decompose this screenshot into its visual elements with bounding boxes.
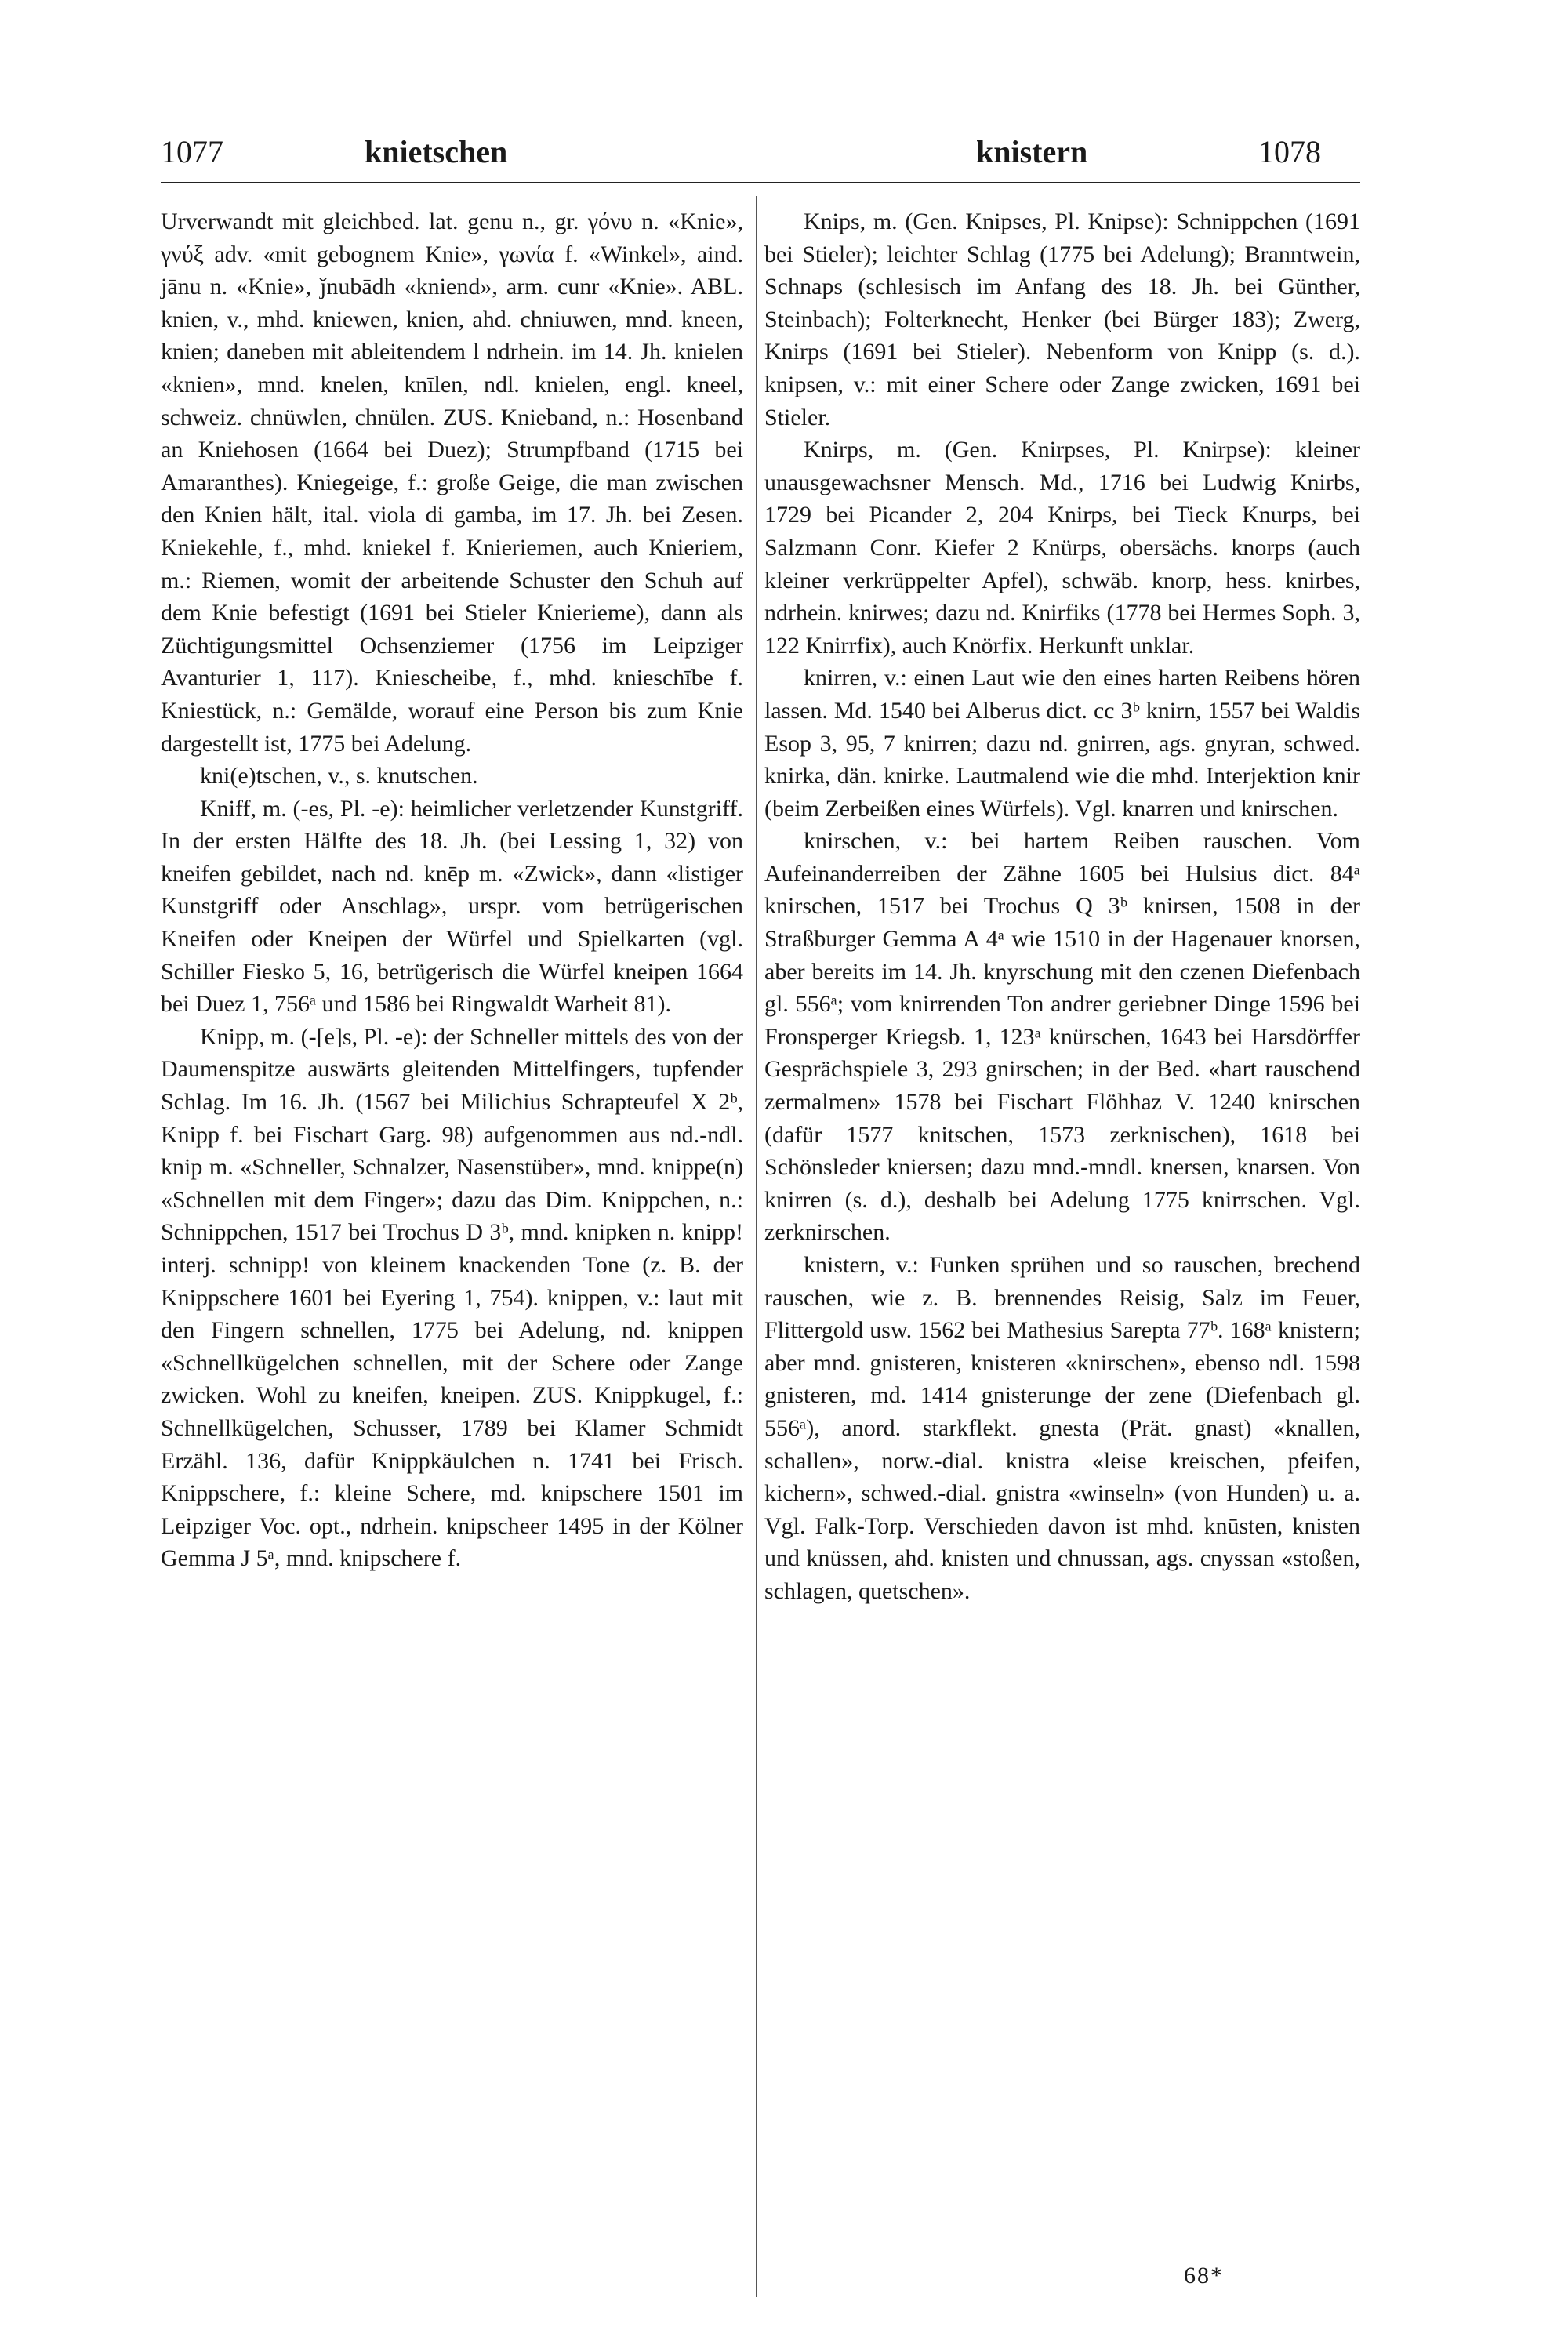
entry-knirschen: knirschen, v.: bei hartem Reiben rauschen. Vom Aufeinanderreiben der Zähne 1605 bei Hulsius dict. 84ᵃ knirschen, 1517 bei Trochus Q 3ᵇ knirsen, 1508 in der Straßburger Gemma A 4ᵃ wie 1510 in der Hagenauer knorsen, aber bereits im 14. Jh. knyrschung mit den czenen Diefenbach gl. 556ᵃ; vom knirrenden Ton andrer geriebner Dinge 1596 bei Fronsperger Kriegsb. 1, 123ᵃ knürschen, 1643 bei Harsdörffer Gesprächspiele 3, 293 gnirschen; in der Bed. «hart rauschend zermalmen» 1578 bei Fischart Flöhhaz V. 1240 knirschen (dafür 1577 knitschen, 1573 zerknischen), 1618 bei Schönsleder kniersen; dazu mnd.-mndl. knersen, knarsen. Von knirren (s. d.), deshalb bei Adelung 1775 knirrschen. Vgl. zerknirschen. [764,828,1360,1246]
left-page-number: 1077 [161,134,223,169]
right-column [764,205,1360,1608]
right-running-headword: knistern [976,134,1088,169]
entry-knirren: knirren, v.: einen Laut wie den eines harten Reibens hören lassen. Md. 1540 bei Alberus dict. cc 3ᵇ knirn, 1557 bei Waldis Esop 3, 95, 7 knirren; dazu nd. gnirren, ags. gnyran, schwed. knirka, dän. knirke. Lautmalend wie die mhd. Interjektion knir (beim Zerbeißen eines Würfels). Vgl. knarren und knirschen. [764,665,1360,822]
column-divider [756,196,757,2297]
entry-kniff: Kniff, m. (-es, Pl. -e): heimlicher verletzender Kunstgriff. In der ersten Hälfte des 18. Jh. (bei Lessing 1, 32) von kneifen gebildet, nach nd. knēp m. «Zwick», dann «listiger Kunstgriff oder Anschlag», urspr. vom betrügerischen Kneifen oder Kneipen der Würfel und Spielkarten (vgl. Schiller Fiesko 5, 16, betrügerisch die Würfel kneipen 1664 bei Duez 1, 756ᵃ und 1586 bei Ringwaldt Warheit 81). [161,795,743,1018]
entry-knie-continued: Urverwandt mit gleichbed. lat. genu n., gr. γόνυ n. «Knie», γνύξ adv. «mit gebognem Knie», γωνία f. «Winkel», aind. jānu n. «Knie», ǰnubādh «kniend», arm. cunr «Knie». ABL. knien, v., mhd. kniewen, knien, ahd. chniuwen, mnd. kneen, knien; daneben mit ableitendem l ndrhein. im 14. Jh. knielen «knien», mnd. knelen, knīlen, ndl. knielen, engl. kneel, schweiz. chnüwlen, chnülen. ZUS. Knieband, n.: Hosenband an Kniehosen (1664 bei Duez); Strumpfband (1715 bei Amaranthes). Kniegeige, f.: große Geige, die man zwischen den Knien hält, ital. viola di gamba, im 17. Jh. bei Zesen. Kniekehle, f., mhd. kniekel f. Knieriemen, auch Knieriem, m.: Riemen, womit der arbeitende Schuster den Schuh auf dem Knie befestigt (1691 bei Stieler Knieriеme), dann als Züchtigungsmittel Ochsenziemer (1756 im Leipziger Avanturier 1, 117). Kniescheibe, f., mhd. knieschībe f. Kniestück, n.: Gemälde, worauf eine Person bis zum Knie dargestellt ist, 1775 bei Adelung. [161,209,743,757]
entry-knistern: knistern, v.: Funken sprühen und so rauschen, brechend rauschen, wie z. B. brennendes Reisig, Salz im Feuer, Flittergold usw. 1562 bei Mathesius Sarepta 77ᵇ. 168ᵃ knistern; aber mnd. gnisteren, knisteren «knirschen», ebenso ndl. 1598 gnisteren, md. 1414 gnisterunge der zene (Diefenbach gl. 556ᵃ), anord. starkflekt. gnesta (Prät. gnast) «knallen, schallen», norw.-dial. knistra «leise kreischen, pfeifen, kichern», schwed.-dial. gnistra «winseln» (von Hunden) u. a. Vgl. Falk-Torp. Verschieden davon ist mhd. knūsten, knisten und knüssen, ahd. knisten und chnussan, ags. cnyssan «stoßen, schlagen, quetschen». [764,1252,1360,1604]
signature-mark: 68* [1184,2263,1224,2288]
right-page-number: 1078 [1258,134,1321,169]
entry-knirps: Knirps, m. (Gen. Knirpses, Pl. Knirpse): kleiner unausgewachsner Mensch. Md., 1716 bei Ludwig Knirbs, 1729 bei Picander 2, 204 Knirps, bei Tieck Knurps, bei Salzmann Conr. Kiefer 2 Knürps, obersächs. knorps (auch kleiner verkrüppelter Apfel), schwäb. knorp, hess. knirbes, ndrhein. knirwes; dazu nd. Knirfiks (1778 bei Hermes Soph. 3, 122 Knirrfix), auch Knörfix. Herkunft unklar. [764,437,1360,659]
entry-knipp: Knipp, m. (-[e]s, Pl. -e): der Schneller mittels des von der Daumenspitze auswärts gleitenden Mittelfingers, tupfender Schlag. Im 16. Jh. (1567 bei Milichius Schrapteufel X 2ᵇ, Knipp f. bei Fischart Garg. 98) aufgenommen aus nd.-ndl. knip m. «Schneller, Schnalzer, Nasenstüber», mnd. knippe(n) «Schnellen mit dem Finger»; dazu das Dim. Knippchen, n.: Schnippchen, 1517 bei Trochus D 3ᵇ, mnd. knipken n. knipp! interj. schnipp! von kleinem knackenden Tone (z. B. der Knippschere 1601 bei Eyering 1, 754). knippen, v.: laut mit den Fingern schnellen, 1775 bei Adelung, nd. knippen «Schnellkügelchen schnellen, mit der Schere oder Zange zwicken. Wohl zu kneifen, kneipen. ZUS. Knippkugel, f.: Schnellkügelchen, Schusser, 1789 bei Klamer Schmidt Erzähl. 136, dafür Knippkäulchen n. 1741 bei Frisch. Knippschere, f.: kleine Schere, md. knipschere 1501 im Leipziger Voc. opt., ndrhein. knipscheer 1495 in der Kölner Gemma J 5ᵃ, mnd. knipschere f. [161,1023,743,1572]
entry-knietschen: kni(e)tschen, v., s. knutschen. [200,763,478,789]
entry-knips: Knips, m. (Gen. Knipses, Pl. Knipse): Schnippchen (1691 bei Stieler); leichter Schlag (1775 bei Adelung); Branntwein, Schnaps (schlesisch im Anfang des 18. Jh. bei Günther, Steinbach); Folterknecht, Henker (bei Bürger 183); Zwerg, Knirps (1691 bei Stieler). Nebenform von Knipp (s. d.). knipsen, v.: mit einer Schere oder Zange zwicken, 1691 bei Stieler. [764,209,1360,430]
left-column [161,205,743,1575]
header-rule [161,182,1360,183]
page-header [161,133,1360,180]
left-running-headword: knietschen [365,134,508,169]
